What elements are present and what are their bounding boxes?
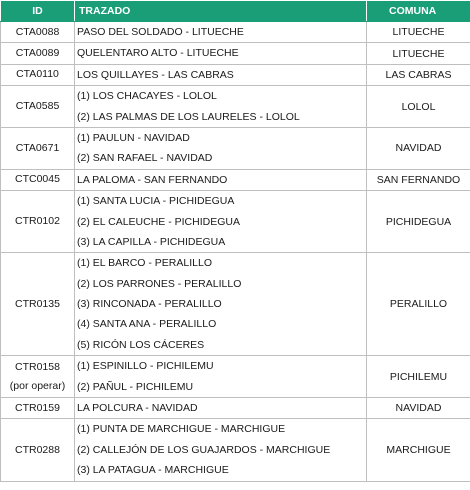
trazado-line: (4) SANTA ANA - PERALILLO bbox=[77, 318, 217, 331]
table-row bbox=[1, 43, 470, 64]
trazado-line: (2) LOS PARRONES - PERALILLO bbox=[77, 277, 242, 290]
table-row bbox=[1, 22, 470, 43]
table-row bbox=[1, 127, 470, 169]
trazado-line: LA POLCURA - NAVIDAD bbox=[77, 402, 198, 415]
trazado-cell bbox=[75, 127, 367, 169]
comuna-cell: NAVIDAD bbox=[367, 398, 470, 419]
route-id: CTR0159 bbox=[15, 401, 60, 414]
id-cell bbox=[1, 22, 75, 43]
trazado-cell bbox=[75, 356, 367, 398]
id-cell bbox=[1, 64, 75, 85]
id-cell bbox=[1, 419, 75, 481]
trazado-line: (3) LA PATAGUA - MARCHIGUE bbox=[77, 464, 229, 477]
trazado-line: (3) LA CAPILLA - PICHIDEGUA bbox=[77, 235, 226, 248]
comuna-cell: PICHIDEGUA bbox=[367, 191, 470, 253]
table-body bbox=[1, 22, 470, 482]
trazado-line: (1) PUNTA DE MARCHIGUE - MARCHIGUE bbox=[77, 423, 286, 436]
comuna-cell: SAN FERNANDO bbox=[367, 169, 470, 190]
route-id: CTR0288 bbox=[15, 443, 60, 456]
table-row bbox=[1, 398, 470, 419]
trazado-cell bbox=[75, 86, 367, 128]
trazado-line: (1) PAULUN - NAVIDAD bbox=[77, 131, 190, 144]
route-id: CTA0585 bbox=[15, 100, 60, 113]
id-cell bbox=[1, 43, 75, 64]
trazado-line: (2) SAN RAFAEL - NAVIDAD bbox=[77, 152, 213, 165]
comuna-cell: NAVIDAD bbox=[367, 127, 470, 169]
id-cell bbox=[1, 86, 75, 128]
header-id: ID bbox=[1, 1, 75, 22]
trazado-cell bbox=[75, 64, 367, 85]
table-header-row bbox=[1, 1, 470, 22]
route-id: CTR0135 bbox=[15, 297, 60, 310]
route-id: CTA0089 bbox=[15, 47, 60, 60]
table-row bbox=[1, 64, 470, 85]
route-id: CTR0102 bbox=[15, 215, 60, 228]
table-row bbox=[1, 86, 470, 128]
trazado-cell bbox=[75, 22, 367, 43]
trazado-line: (1) SANTA LUCIA - PICHIDEGUA bbox=[77, 195, 235, 208]
comuna-cell: LITUECHE bbox=[367, 43, 470, 64]
table-row bbox=[1, 191, 470, 253]
trazado-line: (2) PAÑUL - PICHILEMU bbox=[77, 380, 194, 393]
trazado-line: (1) ESPINILLO - PICHILEMU bbox=[77, 360, 214, 373]
table-row bbox=[1, 253, 470, 356]
comuna-cell: MARCHIGUE bbox=[367, 419, 470, 481]
id-cell bbox=[1, 191, 75, 253]
header-comuna: COMUNA bbox=[367, 1, 470, 22]
trazado-line: (3) RINCONADA - PERALILLO bbox=[77, 298, 222, 311]
id-cell bbox=[1, 127, 75, 169]
comuna-cell: LOLOL bbox=[367, 86, 470, 128]
table-row bbox=[1, 169, 470, 190]
trazado-cell bbox=[75, 191, 367, 253]
trazado-line: PASO DEL SOLDADO - LITUECHE bbox=[77, 26, 244, 38]
comuna-cell: LAS CABRAS bbox=[367, 64, 470, 85]
route-id: CTR0158 bbox=[15, 360, 60, 373]
route-id: CTA0110 bbox=[16, 68, 59, 81]
table-row bbox=[1, 356, 470, 398]
trazado-line: QUELENTARO ALTO - LITUECHE bbox=[77, 47, 239, 60]
route-id-note: (por operar) bbox=[9, 379, 66, 392]
trazado-cell bbox=[75, 253, 367, 356]
id-cell bbox=[1, 253, 75, 356]
route-id: CTA0671 bbox=[15, 141, 60, 154]
comuna-cell: PICHILEMU bbox=[367, 356, 470, 398]
trazado-line: (1) EL BARCO - PERALILLO bbox=[77, 257, 212, 270]
trazado-line: (2) CALLEJÓN DE LOS GUAJARDOS - MARCHIGUE bbox=[77, 443, 331, 456]
trazado-line: (2) LAS PALMAS DE LOS LAURELES - LOLOL bbox=[77, 110, 300, 123]
route-id: CTC0045 bbox=[15, 173, 60, 186]
trazado-line: (5) RICÓN LOS CÁCERES bbox=[77, 338, 205, 351]
trazado-line: (1) LOS CHACAYES - LOLOL bbox=[77, 90, 217, 103]
id-cell bbox=[1, 356, 75, 398]
id-cell bbox=[1, 169, 75, 190]
header-trazado: TRAZADO bbox=[75, 1, 367, 22]
trazado-cell bbox=[75, 398, 367, 419]
comuna-cell: PERALILLO bbox=[367, 253, 470, 356]
trazado-line: (2) EL CALEUCHE - PICHIDEGUA bbox=[77, 215, 240, 228]
id-cell bbox=[1, 398, 75, 419]
trazado-cell bbox=[75, 169, 367, 190]
comuna-cell: LITUECHE bbox=[367, 22, 470, 43]
trazado-line: LA PALOMA - SAN FERNANDO bbox=[77, 173, 228, 186]
trazado-line: LOS QUILLAYES - LAS CABRAS bbox=[77, 68, 234, 81]
table-row bbox=[1, 419, 470, 481]
trazado-cell bbox=[75, 419, 367, 481]
trazado-cell bbox=[75, 43, 367, 64]
route-id: CTA0088 bbox=[15, 25, 60, 38]
